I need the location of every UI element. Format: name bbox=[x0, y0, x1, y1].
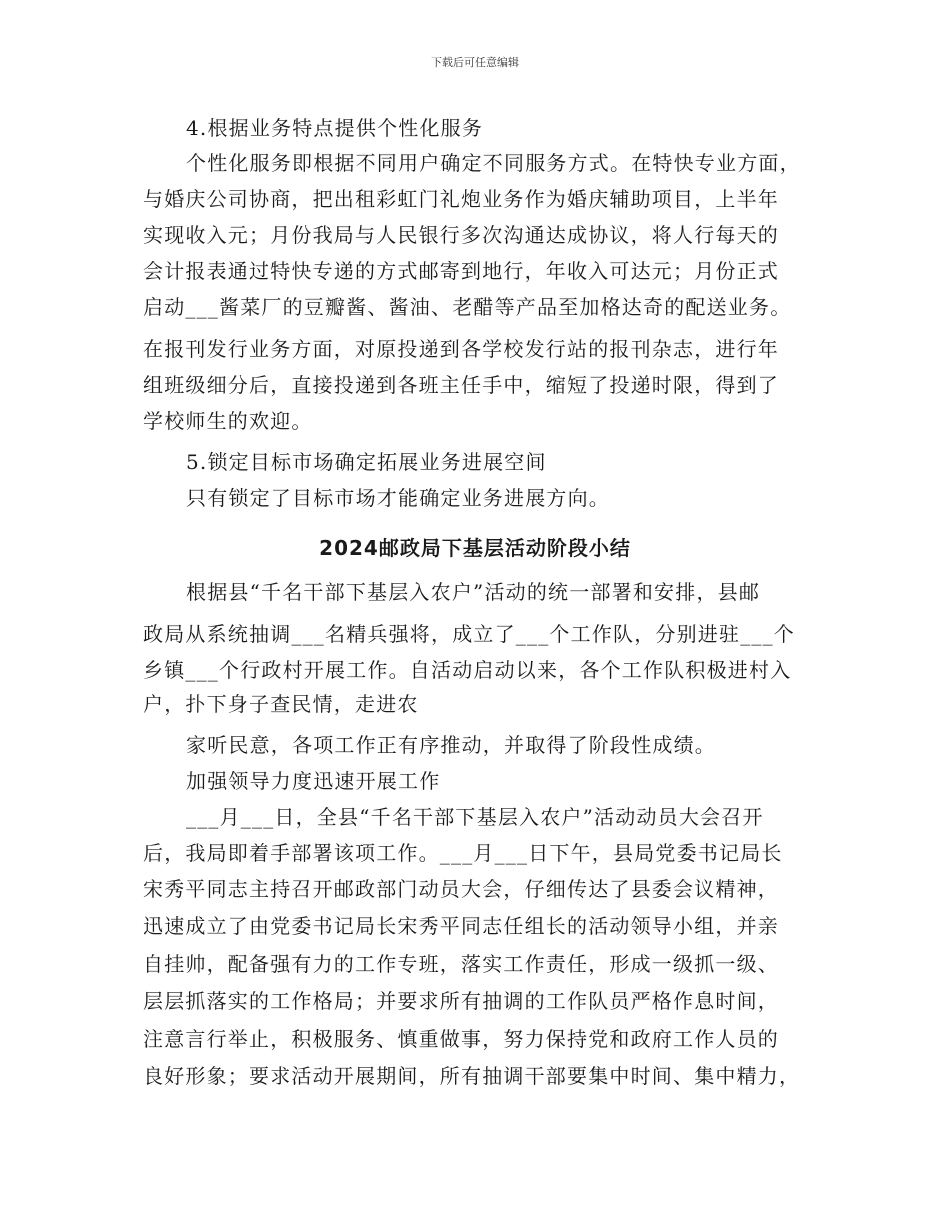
paragraph-line: 户，扑下身子查民情，走进农 bbox=[143, 692, 419, 716]
paragraph-line: 政局从系统抽调___名精兵强将，成立了___个工作队，分别进驻___个 bbox=[143, 622, 795, 646]
paragraph-line: 学校师生的欢迎。 bbox=[143, 409, 313, 433]
paragraph-line: 根据县“千名干部下基层入农户”活动的统一部署和安排，县邮 bbox=[186, 580, 761, 604]
section-subheading: 加强领导力度迅速开展工作 bbox=[186, 769, 441, 793]
paragraph-line: 只有锁定了目标市场才能确定业务进展方向。 bbox=[186, 486, 610, 510]
section-heading-4: 4.根据业务特点提供个性化服务 bbox=[186, 116, 484, 140]
paragraph-line: 层层抓落实的工作格局；并要求所有抽调的工作队员严格作息时间， bbox=[143, 989, 779, 1013]
header-note: 下载后可任意编辑 bbox=[431, 56, 519, 69]
paragraph-line: 个性化服务即根据不同用户确定不同服务方式。在特快专业方面， bbox=[186, 151, 801, 175]
paragraph-line: 组班级细分后，直接投递到各班主任手中，缩短了投递时限，得到了 bbox=[143, 373, 779, 397]
paragraph-line: 实现收入元；月份我局与人民银行多次沟通达成协议，将人行每天的 bbox=[143, 223, 779, 247]
paragraph-line: 乡镇___个行政村开展工作。自活动启动以来，各个工作队积极进村入 bbox=[143, 658, 792, 682]
paragraph-line: 与婚庆公司协商，把出租彩虹门礼炮业务作为婚庆辅助项目，上半年 bbox=[143, 187, 779, 211]
paragraph-line: 后，我局即着手部署该项工作。___月___日下午，县局党委书记局长 bbox=[143, 841, 783, 865]
paragraph-line: 启动___酱菜厂的豆瓣酱、酱油、老醋等产品至加格达奇的配送业务。 bbox=[143, 295, 792, 319]
section-heading-5: 5.锁定目标市场确定拓展业务进展空间 bbox=[186, 450, 547, 474]
paragraph-line: 迅速成立了由党委书记局长宋秀平同志任组长的活动领导小组，并亲 bbox=[143, 914, 779, 938]
article-title: 2024邮政局下基层活动阶段小结 bbox=[319, 536, 631, 560]
paragraph-line: 注意言行举止，积极服务、慎重做事，努力保持党和政府工作人员的 bbox=[143, 1027, 779, 1051]
paragraph-line: 自挂帅，配备强有力的工作专班，落实工作责任，形成一级抓一级、 bbox=[143, 952, 779, 976]
paragraph-line: 在报刊发行业务方面，对原投递到各学校发行站的报刊杂志，进行年 bbox=[143, 337, 779, 361]
paragraph-line: 会计报表通过特快专递的方式邮寄到地行，年收入可达元；月份正式 bbox=[143, 259, 779, 283]
paragraph-line: 家听民意，各项工作正有序推动，并取得了阶段性成绩。 bbox=[186, 733, 716, 757]
paragraph-line: 良好形象；要求活动开展期间，所有抽调干部要集中时间、集中精力， bbox=[143, 1064, 801, 1088]
paragraph-line: 宋秀平同志主持召开邮政部门动员大会，仔细传达了县委会议精神， bbox=[143, 877, 779, 901]
paragraph-line: ___月___日，全县“千名干部下基层入农户”活动动员大会召开 bbox=[186, 805, 764, 829]
